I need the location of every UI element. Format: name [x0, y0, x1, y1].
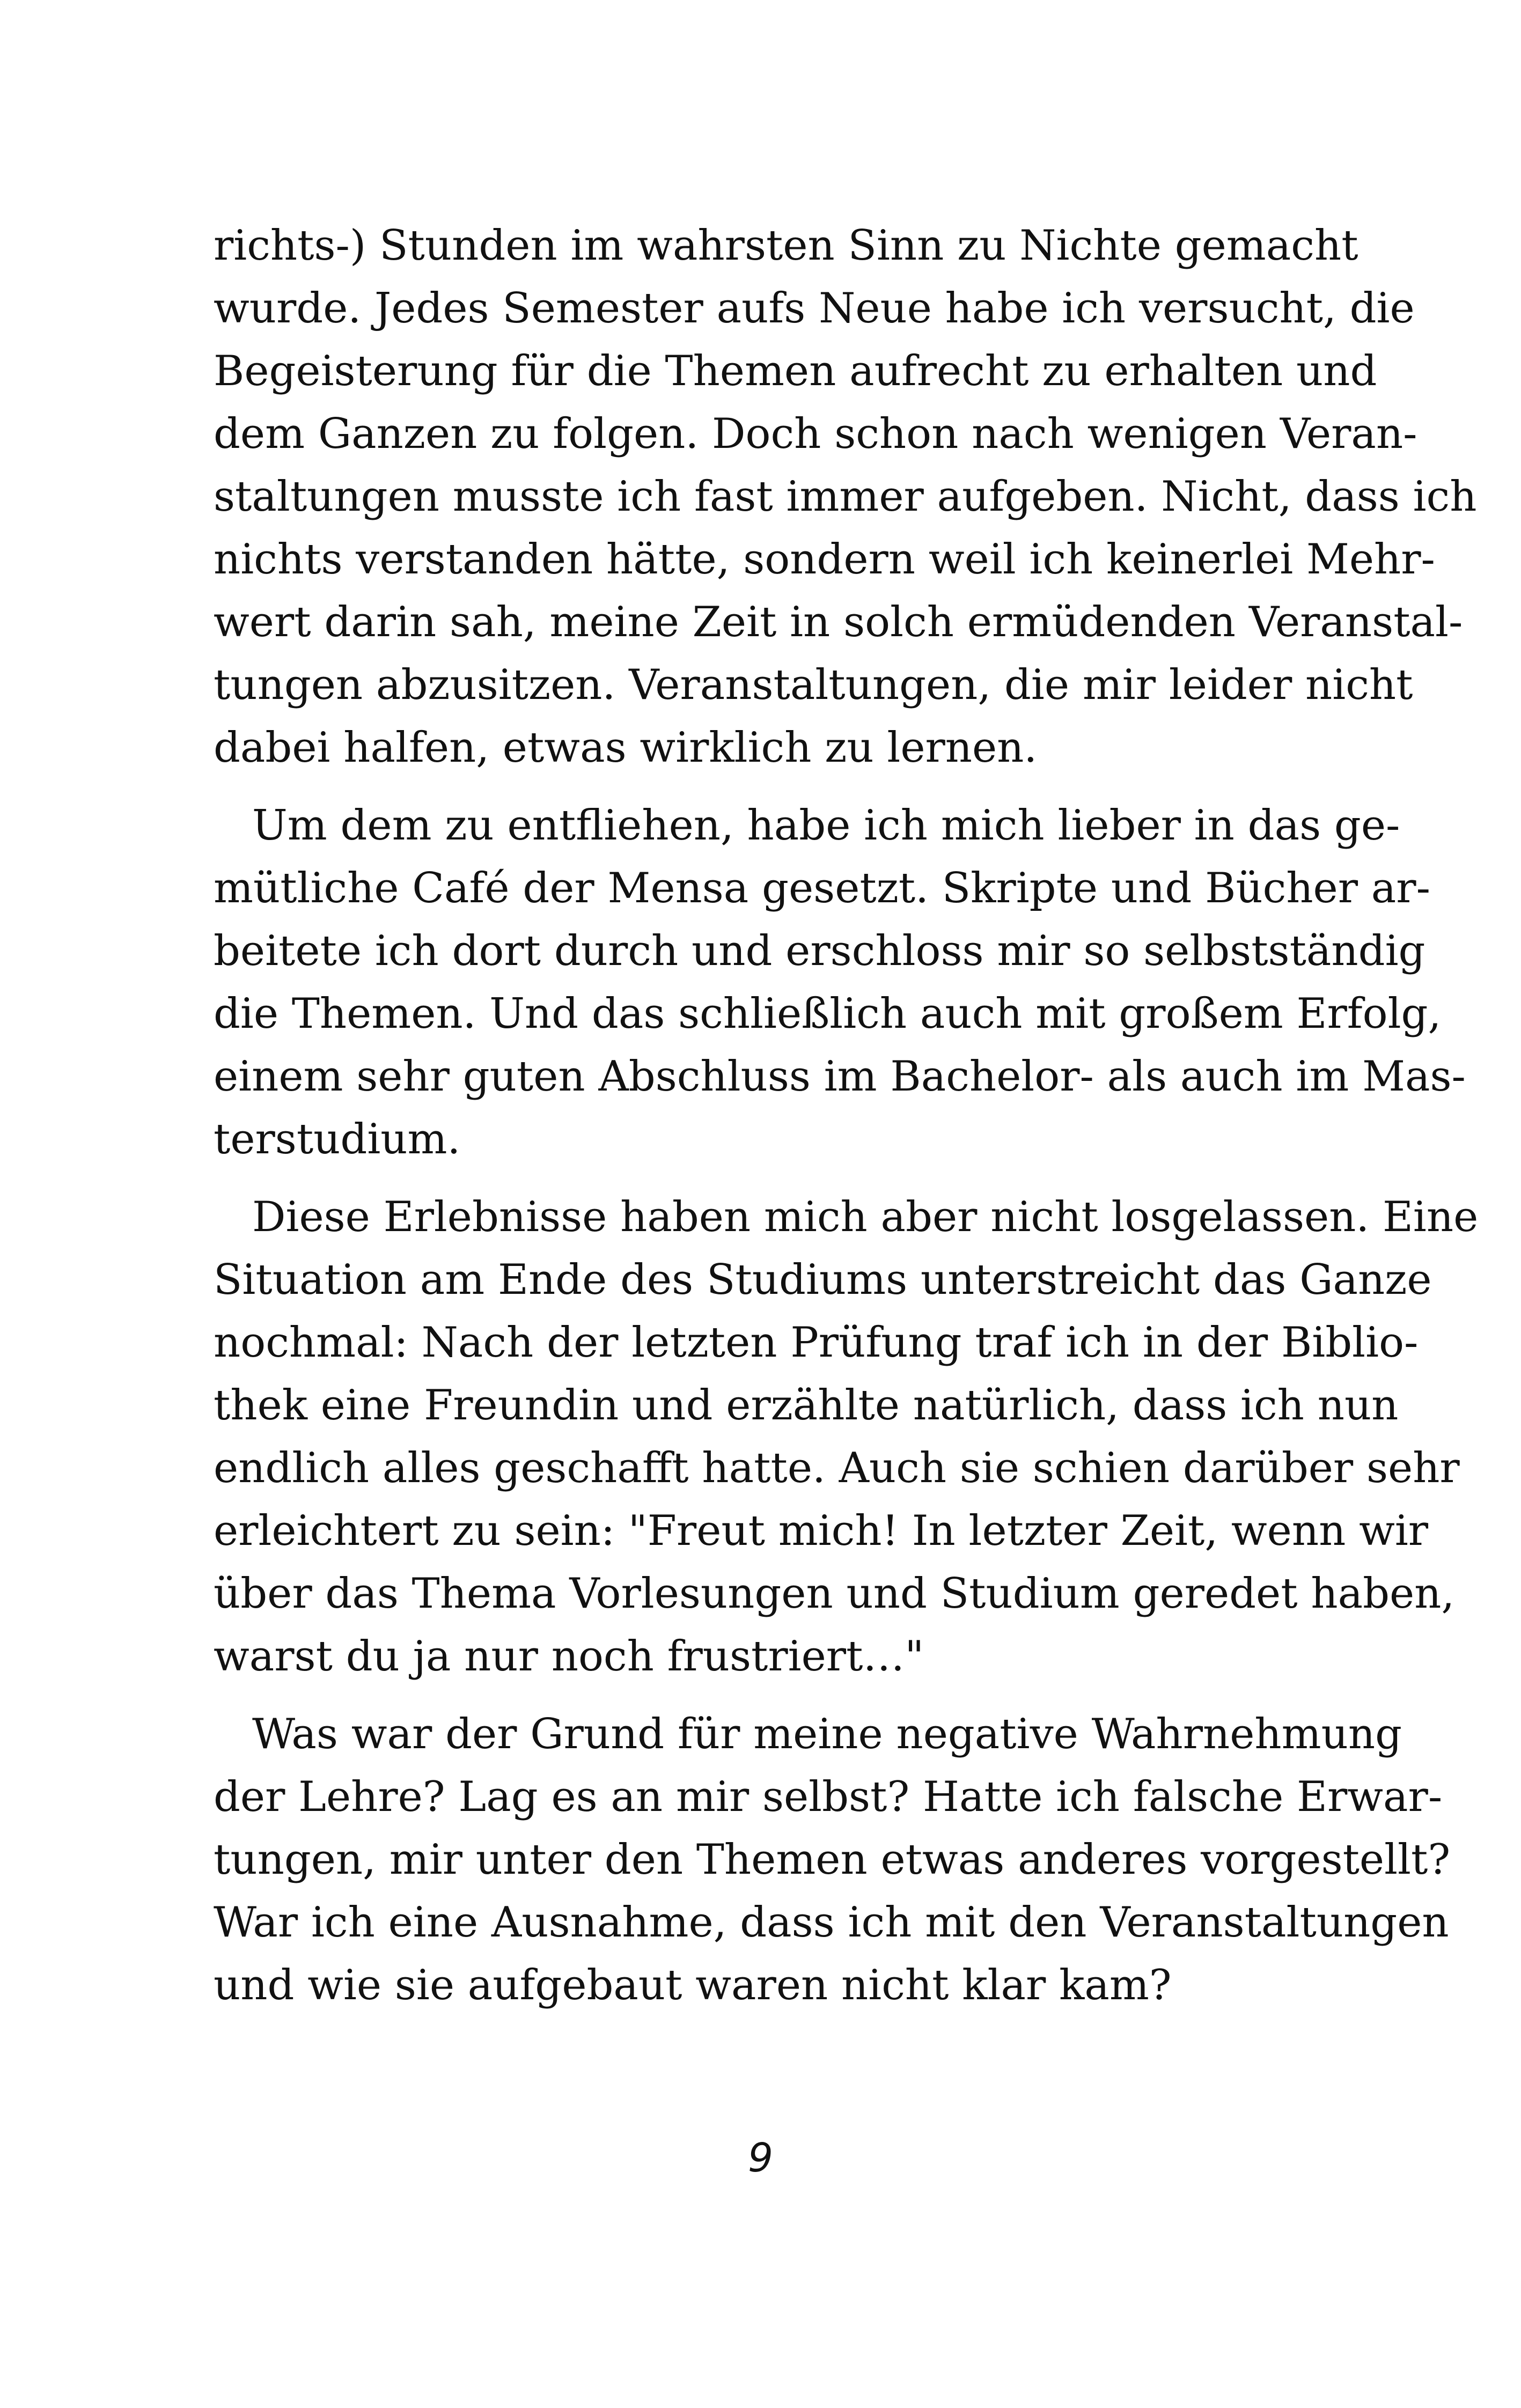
text-line: beitete ich dort durch und erschloss mir so selbstständig	[214, 927, 1426, 975]
text-line: thek eine Freundin und erzählte natürlich, dass ich nun	[214, 1381, 1399, 1430]
text-line: tungen, mir unter den Themen etwas anderes vorgestellt?	[214, 1836, 1451, 1884]
text-line: wurde. Jedes Semester aufs Neue habe ich versucht, die	[214, 284, 1415, 333]
text-line: Begeisterung für die Themen aufrecht zu erhalten und	[214, 347, 1377, 395]
text-line: richts-) Stunden im wahrsten Sinn zu Nichte gemacht	[214, 222, 1358, 270]
text-line: Was war der Grund für meine negative Wahrnehmung	[252, 1710, 1402, 1758]
paragraph	[214, 215, 1477, 779]
text-line: dabei halfen, etwas wirklich zu lernen.	[214, 724, 1038, 772]
text-line: endlich alles geschafft hatte. Auch sie schien darüber sehr	[214, 1444, 1460, 1492]
text-line: erleichtert zu sein: "Freut mich! In letzter Zeit, wenn wir	[214, 1507, 1429, 1555]
text-line: War ich eine Ausnahme, dass ich mit den Veranstaltungen	[214, 1898, 1449, 1947]
page-number: 9	[747, 2135, 774, 2181]
text-line: nichts verstanden hätte, sondern weil ich keinerlei Mehr-	[214, 535, 1435, 584]
text-line: und wie sie aufgebaut waren nicht klar kam?	[214, 1961, 1172, 2009]
text-line: staltungen musste ich fast immer aufgeben. Nicht, dass ich	[214, 473, 1477, 521]
body-text	[214, 215, 1479, 2017]
text-line: Um dem zu entfliehen, habe ich mich lieber in das ge-	[252, 801, 1400, 850]
text-line: nochmal: Nach der letzten Prüfung traf ich in der Biblio-	[214, 1319, 1419, 1367]
text-line: terstudium.	[214, 1115, 461, 1164]
text-line: warst du ja nur noch frustriert…"	[214, 1632, 924, 1681]
text-line: über das Thema Vorlesungen und Studium geredet haben,	[214, 1570, 1455, 1618]
paragraph	[214, 1703, 1451, 2017]
text-line: Situation am Ende des Studiums unterstreicht das Ganze	[214, 1256, 1432, 1304]
paragraph	[214, 1186, 1479, 1688]
text-line: einem sehr guten Abschluss im Bachelor- als auch im Mas-	[214, 1052, 1466, 1101]
text-line: wert darin sah, meine Zeit in solch ermüdenden Veranstal-	[214, 598, 1463, 646]
text-line: die Themen. Und das schließlich auch mit großem Erfolg,	[214, 990, 1442, 1038]
text-line: der Lehre? Lag es an mir selbst? Hatte ich falsche Erwar-	[214, 1773, 1443, 1821]
text-line: Diese Erlebnisse haben mich aber nicht losgelassen. Eine	[252, 1193, 1479, 1241]
text-line: dem Ganzen zu folgen. Doch schon nach wenigen Veran-	[214, 410, 1417, 458]
text-line: mütliche Café der Mensa gesetzt. Skripte und Bücher ar-	[214, 864, 1430, 912]
text-line: tungen abzusitzen. Veranstaltungen, die mir leider nicht	[214, 661, 1413, 709]
paragraph	[214, 794, 1466, 1171]
